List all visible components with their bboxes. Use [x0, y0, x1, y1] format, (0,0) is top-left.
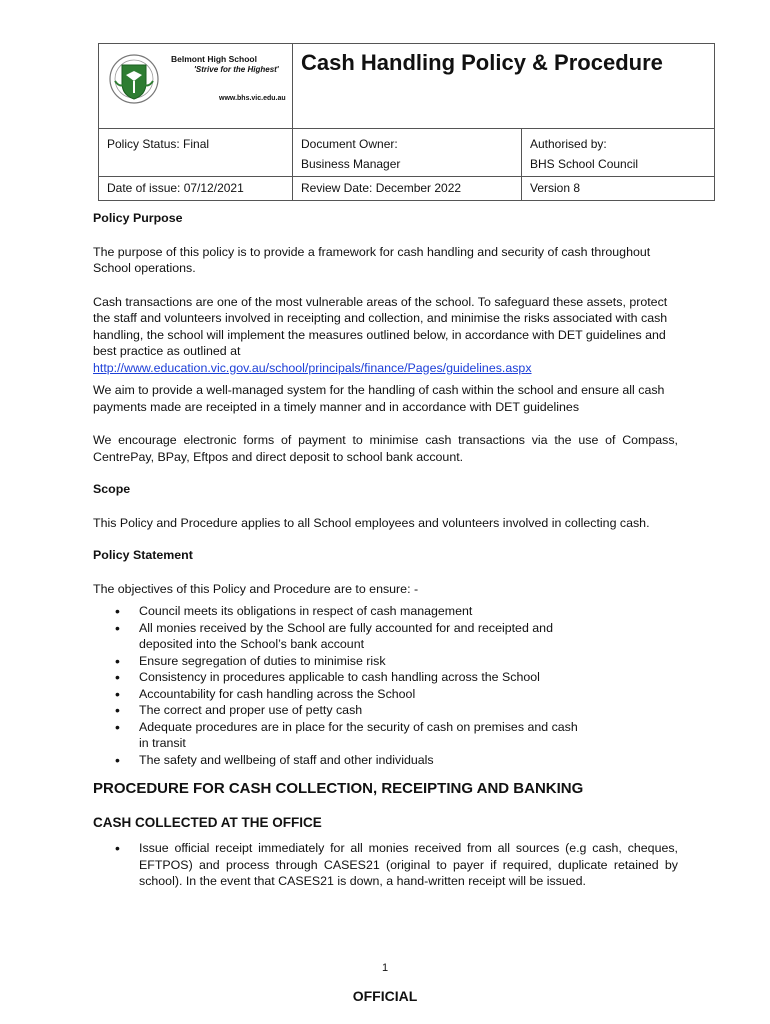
document-title: Cash Handling Policy & Procedure: [293, 44, 715, 129]
authorised-label: Authorised by:: [530, 137, 607, 151]
document-owner: Business Manager: [301, 157, 401, 171]
purpose-heading: Policy Purpose: [93, 211, 183, 225]
document-owner-label: Document Owner:: [301, 137, 398, 151]
list-item: • Consistency in procedures applicable to cash handling across the School: [93, 669, 579, 686]
list-item: • Issue official receipt immediately for all monies received from all sources (e.g cash, cheques, EFTPOS) and process through CASES21 (original to payer if required, duplicate retained by school). In the event that CASES21 is down, a hand-written receipt will be issued.: [93, 840, 678, 890]
school-crest-icon: [109, 51, 159, 107]
det-guidelines-link[interactable]: http://www.education.vic.gov.au/school/principals/finance/Pages/guidelines.aspx: [93, 360, 532, 375]
school-name: Belmont High School: [171, 54, 257, 64]
purpose-paragraph-4: We encourage electronic forms of payment to minimise cash transactions via the use of Compass, CentrePay, BPay, Eftpos and direct deposit to school bank account.: [93, 433, 678, 464]
school-website: www.bhs.vic.edu.au: [219, 95, 286, 102]
procedure-subheading: CASH COLLECTED AT THE OFFICE: [93, 814, 322, 830]
classification-label: OFFICIAL: [352, 988, 418, 1004]
school-motto: 'Strive for the Highest': [194, 65, 279, 74]
logo-cell: [99, 44, 293, 129]
review-date: Review Date: December 2022: [293, 177, 522, 201]
page-number: 1: [381, 962, 389, 974]
date-of-issue: Date of issue: 07/12/2021: [99, 177, 293, 201]
authorised-by: BHS School Council: [530, 157, 639, 171]
objectives-list: [93, 603, 678, 768]
procedure-list: [93, 840, 678, 890]
scope-text: This Policy and Procedure applies to all School employees and volunteers involved in collecting cash.: [93, 515, 650, 530]
list-item: • Ensure segregation of duties to minimise risk: [93, 653, 579, 670]
list-item: • Accountability for cash handling across the School: [93, 686, 579, 703]
statement-intro: The objectives of this Policy and Procedure are to ensure: -: [93, 581, 419, 596]
scope-heading: Scope: [93, 482, 131, 496]
list-item: • Council meets its obligations in respect of cash management: [93, 603, 579, 620]
list-item: • All monies received by the School are fully accounted for and receipted and deposited into the School’s bank account: [93, 620, 579, 653]
purpose-paragraph-1: The purpose of this policy is to provide a framework for cash handling and security of cash throughout School operations.: [93, 244, 651, 275]
statement-heading: Policy Statement: [93, 548, 193, 562]
version: Version 8: [522, 177, 715, 201]
procedure-heading: PROCEDURE FOR CASH COLLECTION, RECEIPTING AND BANKING: [93, 780, 584, 797]
policy-status: Policy Status: Final: [99, 129, 293, 177]
document-owner-cell: [293, 129, 522, 177]
purpose-paragraph-2: Cash transactions are one of the most vulnerable areas of the school. To safeguard these assets, protect the staff and volunteers involved in receipting and collection, and minimise the risks associated with cash handling, the school will implement the measures outlined below, in accordance with DET guidelines and best practice as outlined at: [93, 294, 668, 358]
list-item: • Adequate procedures are in place for the security of cash on premises and cash in transit: [93, 719, 579, 752]
list-item: • The safety and wellbeing of staff and other individuals: [93, 752, 579, 769]
authorised-cell: [522, 129, 715, 177]
purpose-paragraph-3: We aim to provide a well-managed system for the handling of cash within the school and ensure all cash payments made are receipted in a timely manner and in accordance with DET guidelines: [93, 383, 665, 414]
document-body: [93, 210, 678, 890]
list-item: • The correct and proper use of petty cash: [93, 702, 579, 719]
document-header-table: [98, 43, 715, 201]
